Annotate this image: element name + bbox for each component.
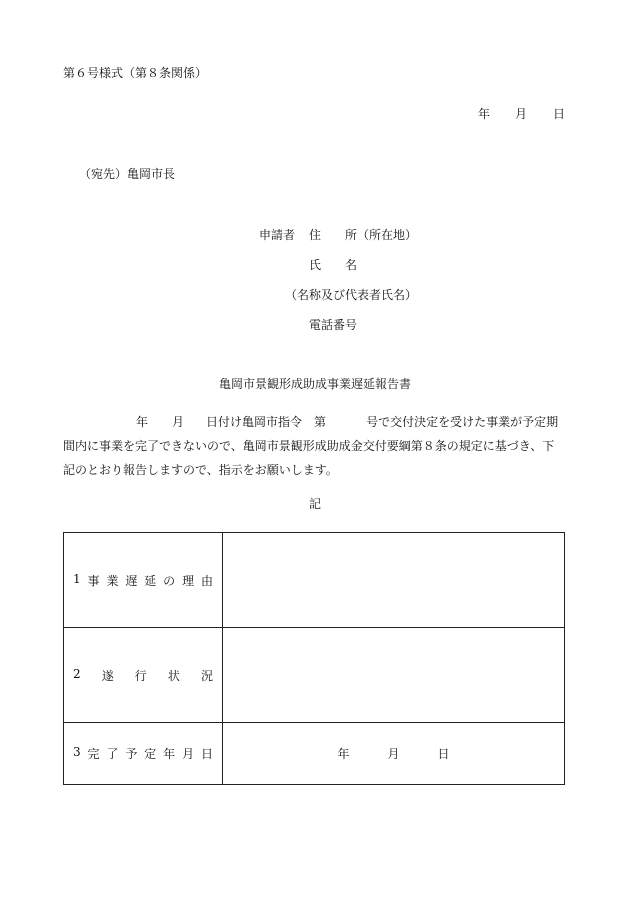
applicant-name-note: （名称及び代表者氏名） (285, 288, 418, 302)
row-label-char: 定 (144, 747, 157, 761)
applicant-address-label: 住 所（所在地） (309, 228, 418, 242)
row-label-char: 遂 (101, 668, 114, 683)
completion-day: 日 (437, 747, 450, 761)
row-label-char: 完 (87, 747, 100, 761)
row-label-char: 況 (200, 668, 213, 683)
row-label-char: 延 (144, 573, 157, 588)
body-line-3: 記のとおり報告しますので、指示をお願いします。 (63, 463, 338, 477)
form-number: 第６号様式（第８条関係） (63, 66, 208, 80)
body-number-prefix: 第 (314, 415, 327, 429)
completion-year: 年 (337, 747, 350, 761)
row-label-char: 予 (125, 747, 138, 761)
table-row (64, 533, 565, 628)
row-label-char: 了 (106, 747, 119, 761)
body-line1-rest: 号で交付決定を受けた事業が予定期 (366, 415, 559, 429)
row-label-char: 年 (163, 747, 176, 761)
row-label-char: 由 (200, 573, 213, 588)
row-number: 2 (73, 666, 81, 681)
report-table (63, 532, 565, 785)
body-paragraph (63, 410, 569, 482)
row-label-char: 理 (182, 573, 195, 588)
table-row (64, 628, 565, 723)
table-row (64, 723, 565, 785)
row-label-progress (64, 628, 223, 723)
row-number: 1 (73, 571, 81, 586)
body-line-1 (63, 410, 569, 434)
body-date-ref: 日付け亀岡市指令 (206, 415, 303, 429)
applicant-phone-label: 電話番号 (309, 318, 358, 332)
body-line-2: 間内に事業を完了できないので、亀岡市景観形成助成金交付要綱第８条の規定に基づき、下 (63, 439, 555, 453)
row-label-char: 月 (182, 747, 195, 761)
row-label-completion-date (64, 723, 223, 785)
row-value-completion-date[interactable] (223, 723, 565, 785)
applicant-name-label: 氏 名 (309, 258, 358, 272)
row-label-delay-reason (64, 533, 223, 628)
document-title: 亀岡市景観形成助成事業遅延報告書 (218, 377, 411, 391)
row-label-char: の (163, 573, 176, 588)
row-label-char: 事 (87, 573, 100, 588)
header-date-month: 月 (515, 107, 528, 121)
applicant-label: 申請者 (259, 228, 296, 242)
addressee: （宛先）亀岡市長 (79, 167, 176, 181)
row-value-progress[interactable] (223, 628, 565, 723)
row-value-delay-reason[interactable] (223, 533, 565, 628)
row-label-char: 業 (106, 573, 119, 588)
row-label-char: 状 (167, 668, 180, 683)
header-date-day: 日 (553, 107, 566, 121)
row-label-char: 日 (200, 747, 213, 761)
completion-month: 月 (387, 747, 400, 761)
body-year: 年 (136, 415, 149, 429)
row-label-char: 行 (134, 668, 147, 683)
row-number: 3 (73, 745, 81, 759)
ki-heading: 記 (308, 497, 321, 511)
row-label-char: 遅 (125, 573, 138, 588)
body-month: 月 (172, 415, 185, 429)
header-date-year: 年 (478, 107, 491, 121)
